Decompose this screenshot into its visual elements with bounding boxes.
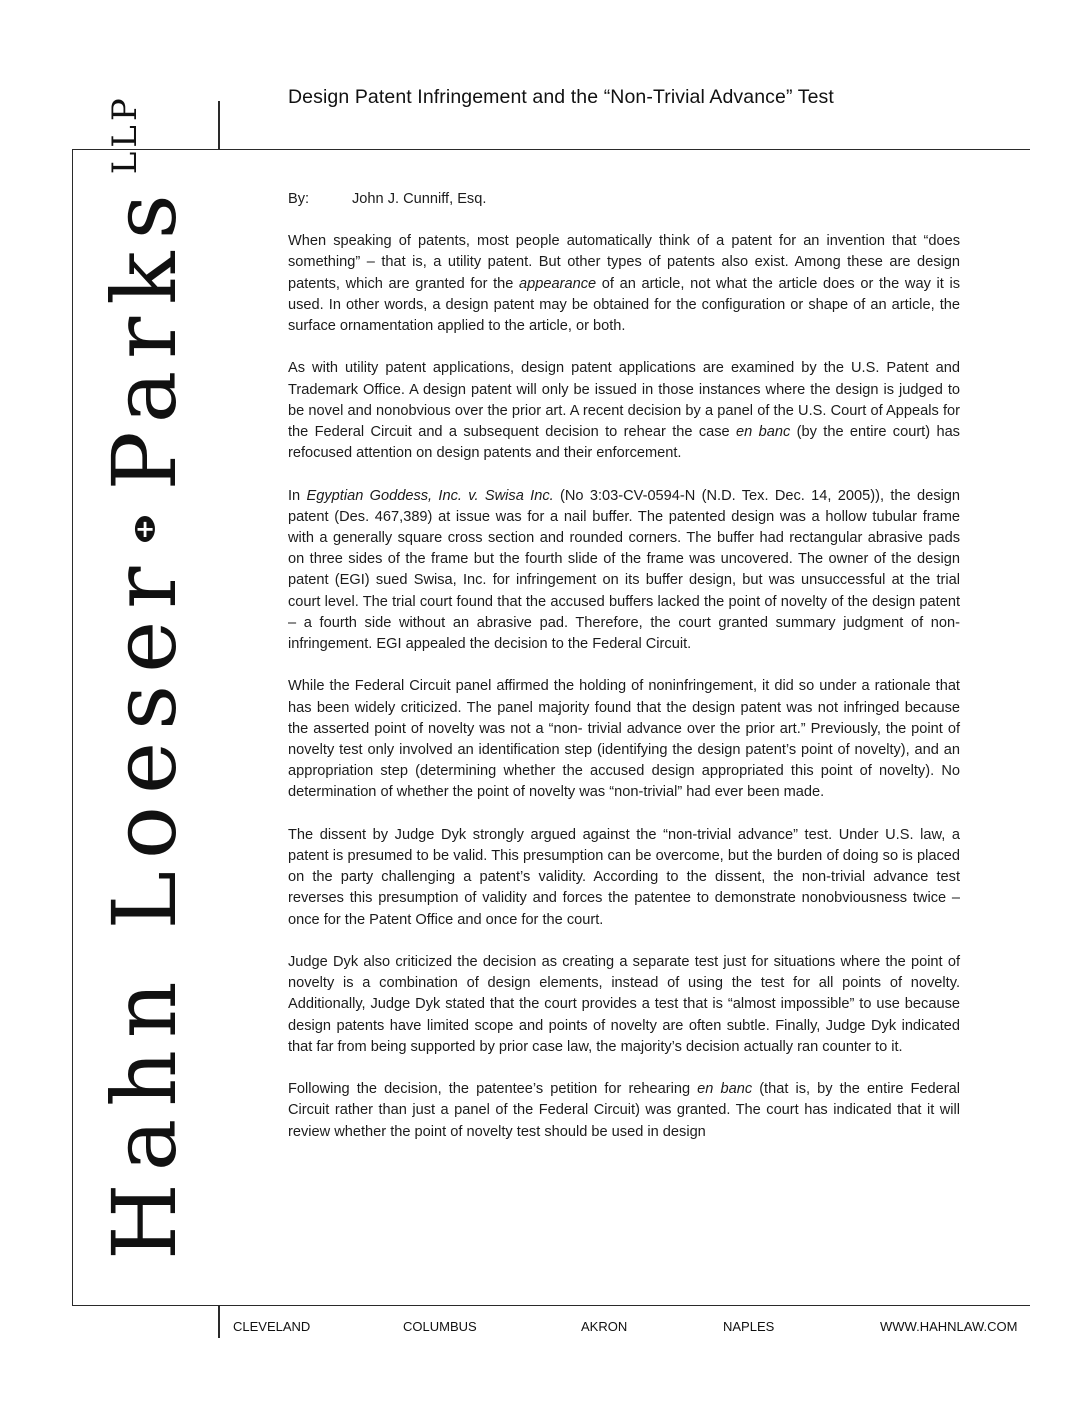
paragraph-text: Following the decision, the patentee’s petition for rehearing	[288, 1081, 698, 1098]
paragraph-emphasis: appearance	[519, 275, 597, 292]
paragraph-text: (No 3:03-CV-0594-N (N.D. Tex. Dec. 14, 2005)), the design patent (Des. 467,389) at issue was for a nail buffer. The patented design was a hollow tubular frame with a generally square cross section and rounded corners. The buffer had rectangular abrasive pads on three sides of the frame but the fourth slide of the frame was uncovered. The owner of the design patent (EGI) sued Swisa, Inc. for infringement on its buffer design, but was unsuccessful at the trial court level. The trial court found that the accused buffers lacked the point of novelty of the design patent – a fourth side without an abrasive pad. Therefore, the court granted summary judgment of non-infringement. EGI appealed the decision to the Federal Circuit.	[288, 487, 960, 653]
footer-city-naples: NAPLES	[723, 1319, 775, 1334]
byline-author: John J. Cunniff, Esq.	[352, 191, 487, 207]
vertical-divider-bottom	[218, 1305, 220, 1338]
vertical-rule-left	[72, 149, 73, 1305]
paragraph-emphasis: en banc	[736, 424, 791, 441]
paragraph-text: As with utility patent applications, design patent applications are examined by the U.S. Patent and Trademark Office. A design patent will only be issued in those instances where the design is judged to be novel and nonobvious over the prior art. A recent decision by a panel of the U.S. Court of Appeals for the Federal Circuit and a subsequent decision to rehear the case	[288, 360, 960, 441]
paragraph	[288, 1079, 960, 1143]
paragraph-text: Judge Dyk also criticized the decision as creating a separate test just for situations where the point of novelty is a combination of design elements, instead of using the test for all points of novelty. Additionally, Judge Dyk stated that the court provides a test that is “almost impossible” to use because design patents have limited scope and points of novelty are often subtle. Finally, Judge Dyk indicated that far from being supported by prior case law, the majority’s decision actually ran counter to it.	[288, 954, 960, 1055]
paragraph-text: (by the entire court) has refocused attention on design patents and their enforcement.	[288, 424, 960, 462]
paragraph	[288, 231, 960, 337]
logo-name-part2: Parks	[93, 182, 196, 491]
paragraph-emphasis: en banc	[697, 1081, 753, 1098]
logo-llp-suffix: LLP	[105, 94, 145, 175]
horizontal-rule-top	[72, 149, 1030, 150]
footer-website-link[interactable]: WWW.HAHNLAW.COM	[880, 1319, 1018, 1334]
firm-logo-text	[93, 94, 196, 1260]
paragraph	[288, 952, 960, 1058]
byline-label: By:	[288, 191, 310, 207]
paragraph-text: When speaking of patents, most people automatically think of a patent for an invention that “does something” – that is, a utility patent. But other types of patents also exist. Among these are design patents, which are granted for the	[288, 233, 960, 292]
horizontal-rule-bottom	[72, 1305, 1030, 1306]
paragraph-text: In	[288, 487, 307, 504]
paragraph	[288, 676, 960, 803]
footer-city-cleveland: CLEVELAND	[233, 1319, 311, 1334]
vertical-divider-top	[218, 101, 220, 150]
firm-logo	[93, 94, 196, 1260]
paragraph-text: The dissent by Judge Dyk strongly argued against the “non-trivial advance” test. Under U.S. law, a patent is presumed to be valid. This presumption can be overcome, but the burden of doing so is placed on the party challenging a patent’s validity. According to the dissent, the non-trivial advance test reverses this presumption of validity and forces the patentee to demonstrate nonobviousness twice – once for the Patent Office and once for the court.	[288, 826, 960, 928]
footer-city-columbus: COLUMBUS	[403, 1319, 477, 1334]
logo-plus-icon: +	[134, 514, 156, 543]
footer-offices	[233, 1319, 1025, 1337]
paragraph	[288, 358, 960, 464]
logo-name-part1: Hahn Loeser	[93, 554, 196, 1260]
paragraph	[288, 486, 960, 656]
paragraph-text: (that is, by the entire Federal Circuit rather than just a panel of the Federal Circuit) was granted. The court has indicated that it will review whether the point of novelty test should be used in design	[288, 1081, 960, 1140]
paragraph	[288, 825, 960, 931]
paragraph-text: While the Federal Circuit panel affirmed the holding of noninfringement, it did so under a rationale that has been widely criticized. The panel majority found that the design patent was not infringed because the asserted point of novelty was not a “non- trivial advance over the prior art.” Previously, the point of novelty test only involved an identification step (identifying the design patent’s point of novelty), and an appropriation step (determining whether the accused design appropriated this point of novelty). No determination of whether the point of novelty was “non-trivial” had ever been made.	[288, 678, 960, 801]
article-body	[288, 189, 960, 1164]
page-title: Design Patent Infringement and the “Non-Trivial Advance” Test	[288, 86, 834, 108]
byline	[288, 189, 960, 210]
paragraph-text: of an article, not what the article does or the way it is used. In other words, a design patent may be obtained for the configuration or shape of an article, the surface ornamentation applied to the article, or both.	[288, 275, 960, 335]
footer-city-akron: AKRON	[581, 1319, 628, 1334]
case-name: Egyptian Goddess, Inc. v. Swisa Inc.	[306, 487, 554, 504]
